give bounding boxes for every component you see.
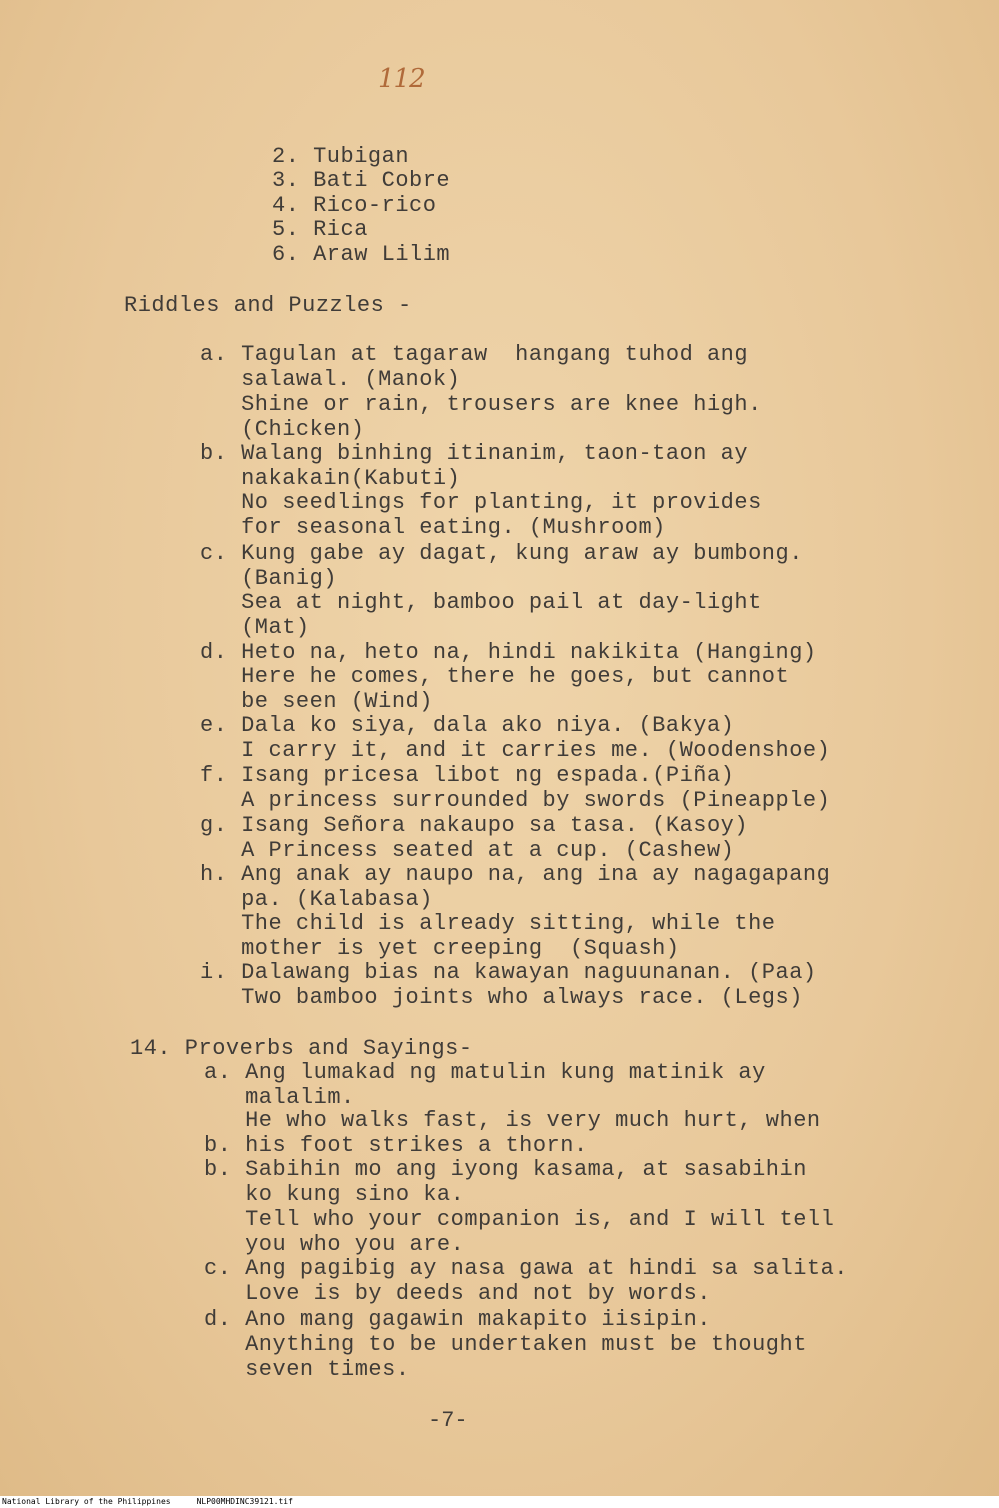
proverb-line: b. his foot strikes a thorn. [204,1133,588,1158]
footer-file: NLP00MHDINC39121.tif [196,1497,293,1506]
page-number: -7- [428,1408,468,1433]
riddle-line: A princess surrounded by swords (Pineapple) [200,788,831,813]
archive-footer [0,1496,999,1508]
list-item: 2. Tubigan [272,144,410,169]
riddle-line: f. Isang pricesa libot ng espada.(Piña) [200,763,735,788]
section-heading-proverbs: 14. Proverbs and Sayings- [130,1036,473,1061]
riddle-line: A Princess seated at a cup. (Cashew) [200,838,735,863]
proverb-line: Tell who your companion is, and I will tell [204,1207,835,1232]
proverb-line: a. Ang lumakad ng matulin kung matinik ay [204,1060,766,1085]
riddle-line: d. Heto na, heto na, hindi nakikita (Hanging) [200,640,817,665]
list-item: 5. Rica [272,217,368,242]
riddle-line: The child is already sitting, while the [200,911,776,936]
riddle-line: e. Dala ko siya, dala ako niya. (Bakya) [200,713,735,738]
proverb-line: d. Ano mang gagawin makapito iisipin. [204,1307,711,1332]
footer-library: National Library of the Philippines [2,1497,171,1506]
proverb-line: b. Sabihin mo ang iyong kasama, at sasabihin [204,1157,807,1182]
proverb-line: Love is by deeds and not by words. [204,1281,711,1306]
riddle-line: i. Dalawang bias na kawayan naguunanan. (Paa) [200,960,817,985]
riddle-line: I carry it, and it carries me. (Woodenshoe) [200,738,831,763]
riddle-line: Two bamboo joints who always race. (Legs) [200,985,803,1010]
proverb-line: ko kung sino ka. [204,1182,465,1207]
riddle-line: (Chicken) [200,417,365,442]
riddle-line: salawal. (Manok) [200,367,461,392]
riddle-line: g. Isang Señora nakaupo sa tasa. (Kasoy) [200,813,749,838]
riddle-line: h. Ang anak ay naupo na, ang ina ay nagagapang [200,862,831,887]
riddle-line: a. Tagulan at tagaraw hangang tuhod ang [200,342,749,367]
riddle-line: No seedlings for planting, it provides [200,490,762,515]
riddle-line: for seasonal eating. (Mushroom) [200,515,666,540]
proverb-line: Anything to be undertaken must be thought [204,1332,807,1357]
riddle-line: (Mat) [200,615,310,640]
riddle-line: nakakain(Kabuti) [200,466,461,491]
proverb-line: He who walks fast, is very much hurt, when [204,1108,821,1133]
riddle-line: Shine or rain, trousers are knee high. [200,392,762,417]
riddle-line: Here he comes, there he goes, but cannot [200,664,790,689]
proverb-line: seven times. [204,1357,410,1382]
riddle-line: b. Walang binhing itinanim, taon-taon ay [200,441,749,466]
proverb-line: c. Ang pagibig ay nasa gawa at hindi sa salita. [204,1256,849,1281]
riddle-line: c. Kung gabe ay dagat, kung araw ay bumbong. [200,541,803,566]
riddle-line: pa. (Kalabasa) [200,887,433,912]
riddle-line: mother is yet creeping (Squash) [200,936,680,961]
list-item: 4. Rico-rico [272,193,437,218]
riddle-line: be seen (Wind) [200,689,433,714]
section-heading-riddles: Riddles and Puzzles - [124,293,412,318]
riddle-line: (Banig) [200,566,338,591]
proverb-line: you who you are. [204,1232,465,1257]
proverb-line: malalim. [204,1085,355,1110]
list-item: 6. Araw Lilim [272,242,451,267]
riddle-line: Sea at night, bamboo pail at day-light [200,590,762,615]
list-item: 3. Bati Cobre [272,168,451,193]
handwritten-page-number: 112 [378,64,425,94]
